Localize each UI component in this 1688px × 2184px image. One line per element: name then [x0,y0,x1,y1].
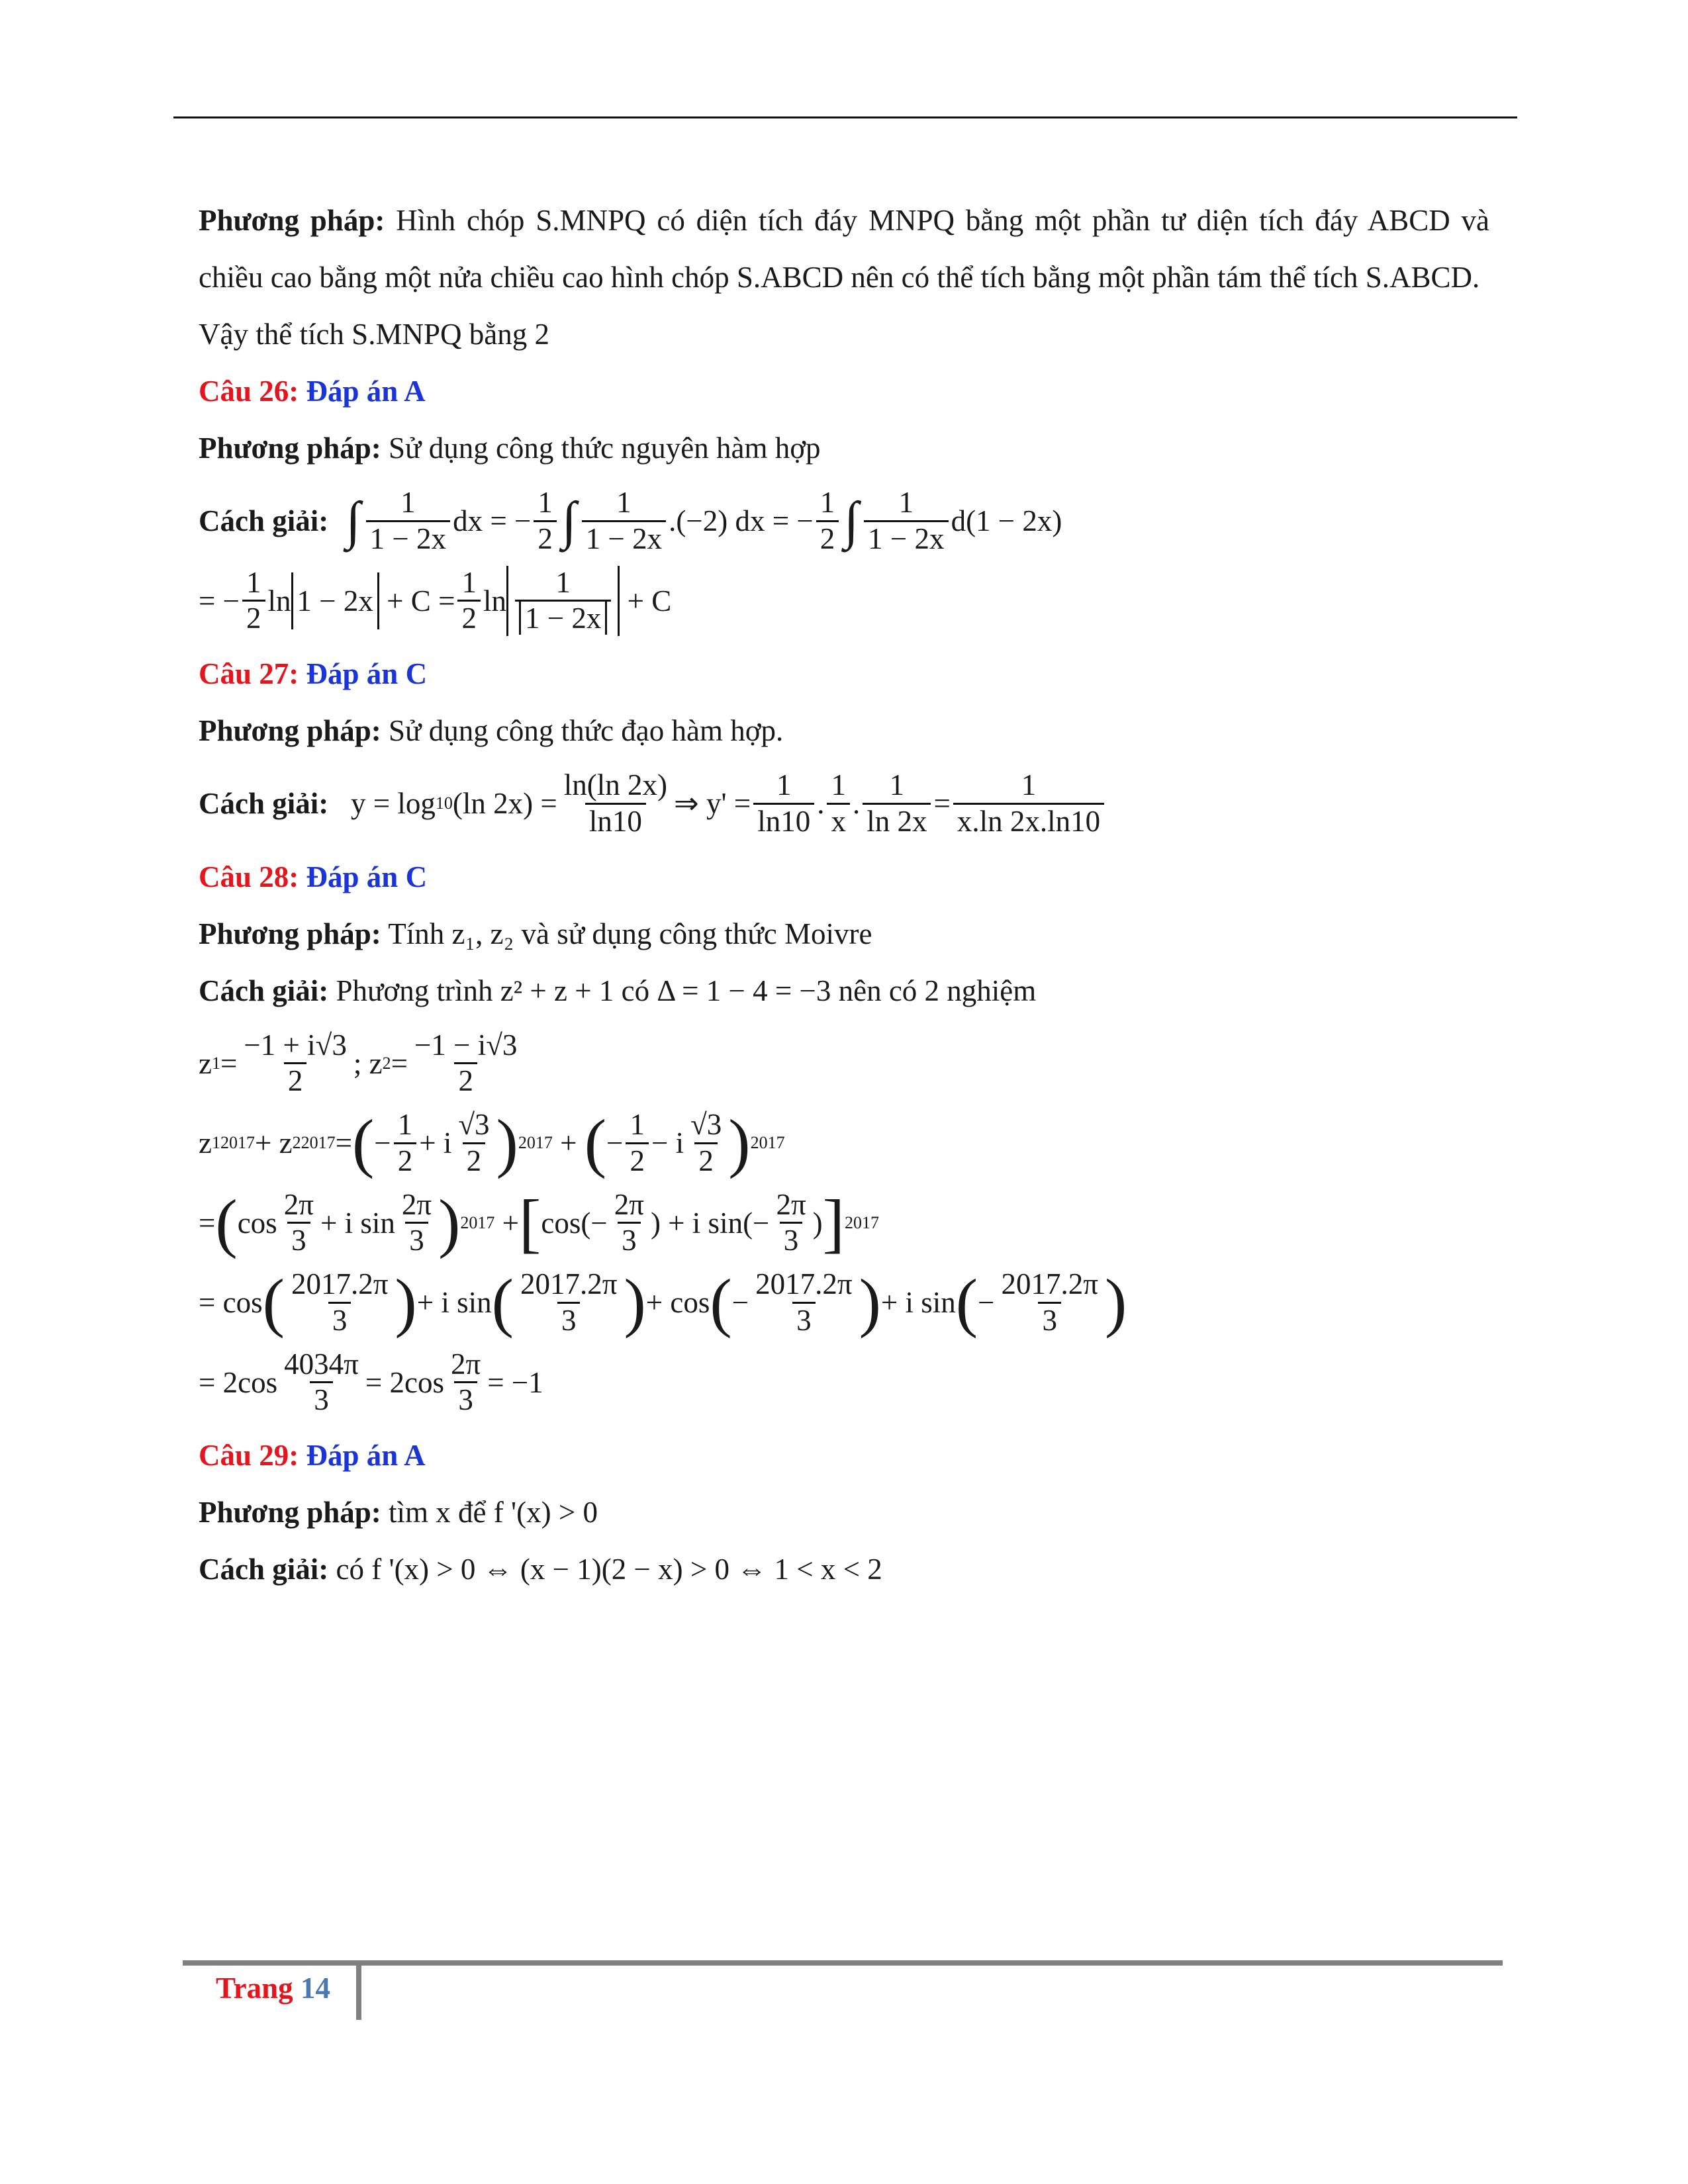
question-26-solution-line-2: = − $\frac{1}{2}$ ln 1 − 2x + C = $\frac{1}{2}$ ln $\frac{1}{1 - 2x}$ + C [199,565,672,635]
solution-text: có f '(x) > 0 ⇔ (x − 1)(2 − x) > 0 ⇔ 1 < x < 2 [336,1553,882,1586]
question-28-step-2: = ( cos $\frac{2\pi}{3}$ + i sin $\frac{2\pi}{3}$ ) 2017 + [ cos(− $\frac{2\pi}{3}$ ) + i sin(− $\frac{2\pi}{3}$ ) ] 2017 [199,1185,879,1259]
page-footer [216,1963,330,2013]
answer-key: Đáp án C [306,657,428,690]
method-text: Tính z₁, z₂ và sử dụng công thức Moivre [388,917,872,950]
question-26-method [199,420,1489,477]
method-label: Phương pháp: [199,204,385,237]
method-label: Phương pháp: [199,432,381,465]
method-text: tìm x để f '(x) > 0 [389,1496,598,1529]
solution-label: Cách giải: [199,504,329,538]
question-27-solution: Cách giải: y = log 10 (ln 2x) = $\frac{\ln(\ln 2x)}{\ln 10}$ ⇒ y' = $\frac{1}{\ln 10}$ . $\frac{1}{x}$ . $\frac{1}{\ln 2x}$ = $\frac{1}{x.\ln 2x.\ln 10}$ [199,768,1489,839]
question-28-heading [199,848,1489,905]
answer-key: Đáp án C [306,860,428,893]
question-number: Câu 26: [199,375,299,408]
solution-label: Cách giải: [199,974,329,1007]
intro-text: Hình chóp S.MNPQ có diện tích đáy MNPQ bằng một phần tư diện tích đáy ABCD và chiều cao bằng một nửa chiều cao hình chóp S.ABCD nên có thể tích bằng một phần tám thể tích S.ABCD. [199,204,1490,294]
question-number: Câu 29: [199,1439,299,1472]
solution-label: Cách giải: [199,787,329,821]
intro-paragraph [199,192,1489,306]
method-label: Phương pháp: [199,1496,381,1529]
solution-text: Phương trình z² + z + 1 có Δ = 1 − 4 = −3 nên có 2 nghiệm [336,974,1037,1007]
answer-key: Đáp án A [306,1439,426,1472]
question-number: Câu 28: [199,860,299,893]
question-26-heading [199,363,1489,420]
question-28-step-1: z 1 2017 + z 2 2017 = ( − $\frac{1}{2}$ + i $\frac{√3}{2}$ ) 2017 + ( − $\frac{1}{2}$ − i $\frac{√3}{2}$ ) 2017 [199,1106,785,1180]
question-28-step-3: = cos ( $\frac{2017.2\pi}{3}$ ) + i sin ( $\frac{2017.2\pi}{3}$ ) + cos ( − $\frac{2017.2\pi}{3}$ ) + i sin ( − $\frac{2017.2\pi}{3}$ ) [199,1265,1127,1340]
header-rule [173,116,1517,118]
question-28-step-4: = 2cos $\frac{4034\pi}{3}$ = 2cos $\frac{2\pi}{3}$ = −1 [199,1347,543,1417]
page-content [199,192,1489,1598]
question-27-method [199,702,1489,759]
method-text: Sử dụng công thức đạo hàm hợp. [389,714,784,747]
question-28-solution-intro [199,962,1489,1019]
question-29-method [199,1484,1489,1541]
question-28-roots: z 1 = $\frac{-1 + i√3}{2}$ ; z 2 = $\frac{-1 - i√3}{2}$ [199,1028,518,1098]
footer-rule [183,1960,1503,1966]
method-label: Phương pháp: [199,714,381,747]
question-number: Câu 27: [199,657,299,690]
page-label: Trang [216,1972,293,2005]
question-28-method [199,905,1489,962]
question-29-heading [199,1427,1489,1484]
intro-conclusion: Vậy thể tích S.MNPQ bằng 2 [199,318,549,351]
answer-key: Đáp án A [306,375,426,408]
footer-divider [356,1963,361,2020]
question-27-heading [199,645,1489,702]
method-label: Phương pháp: [199,917,381,950]
question-29-solution [199,1541,1489,1598]
solution-label: Cách giải: [199,1553,329,1586]
question-26-solution-line-1: Cách giải: ∫ $\frac{1}{1 - 2x}$ dx = − $\frac{1}{2}$ ∫ $\frac{1}{1 - 2x}$ .(−2) dx = − $\frac{1}{2}$ ∫ $\frac{1}{1 - 2x}$ d(1 − 2x) [199,486,1062,555]
method-text: Sử dụng công thức nguyên hàm hợp [389,432,821,465]
page-number: 14 [300,1972,330,2005]
